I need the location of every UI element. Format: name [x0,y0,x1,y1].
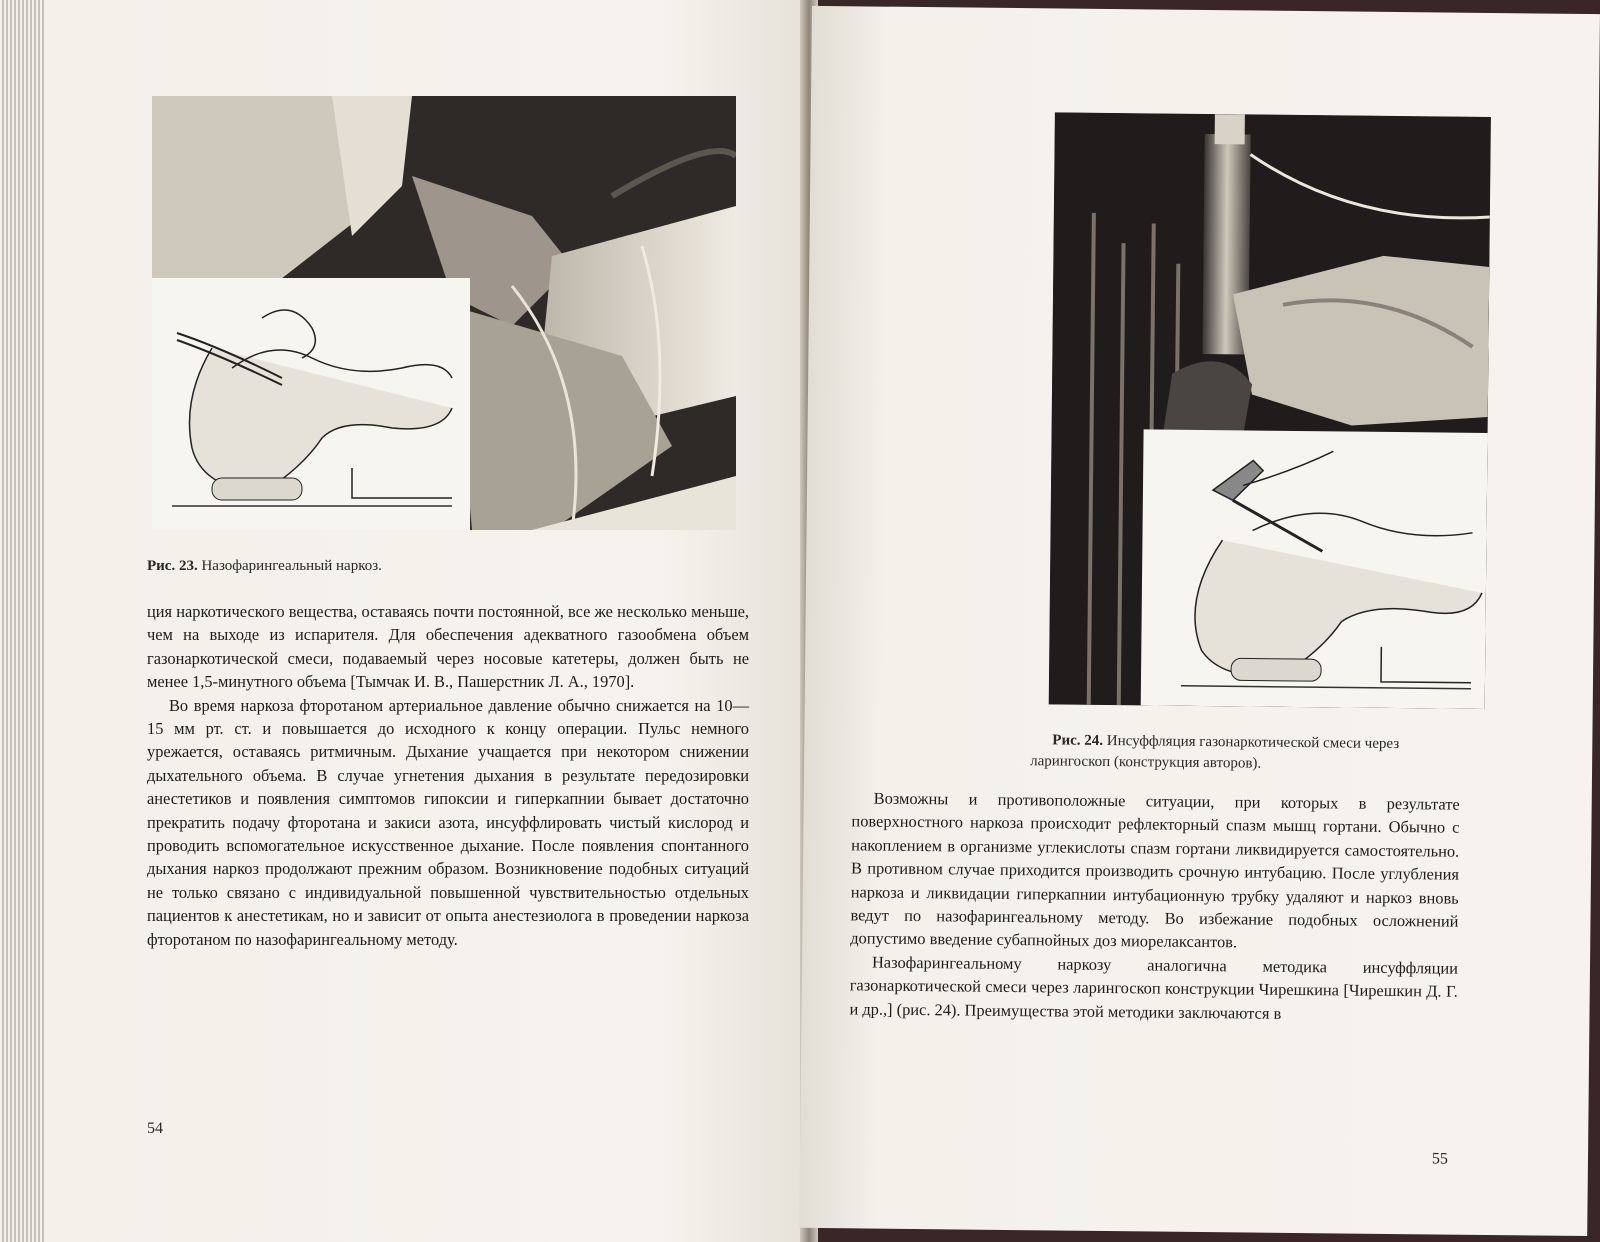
left-page-body [147,600,749,951]
page-number-left: 54 [147,1120,163,1137]
right-page [799,6,1600,1236]
right-paragraph-2: Назофарингеальному наркозу аналогична методика инсуффляции газонаркотической смеси через ларингоскоп конструкции Чирешкина [Чирешкин Д. Г. и др.,] (рис. 24). Преимущества этой методики заключаются в [849,952,1459,1023]
left-paragraph-1: ция наркотического вещества, оставаясь почти постоянной, все же несколько меньше, чем на выходе из испарителя. Для обеспечения адекватного газообмена объем газонаркотической смеси, подаваемый через носовые катетеры, должен быть не менее 1,5-минутного объема [Тымчак И. В., Пашерстник Л. А., 1970]. [147,602,749,692]
figure-24-airway-diagram [1141,429,1488,709]
page-number-right: 55 [1431,1150,1449,1168]
figure-24-caption-text: Инсуффляция газонаркотической смеси через ларингоскоп (конструкция авторов). [1030,733,1400,772]
figure-23-airway-diagram [152,278,470,530]
figure-23-caption [147,556,707,577]
figure-23-photo [152,96,736,530]
figure-23-caption-text: Назофарингеальный наркоз. [201,558,382,574]
figure-24-number: Рис. 24. [1052,732,1104,749]
figure-23-number: Рис. 23. [147,558,198,574]
figure-23-inset-drawing [152,278,470,530]
figure-24-inset-drawing [1141,429,1488,709]
right-page-body [849,786,1459,1026]
left-paragraph-2: Во время наркоза фторотаном артериальное давление обычно снижается на 10—15 мм рт. ст. и повышается до исходного к концу операции. Пульс немного урежается, оставаясь ритмичным. Дыхание учащается при некотором снижении дыхательного объема. В случае угнетения дыхания в результате передозировки анестетиков и появления симптомов гипоксии и гиперкапнии бывает достаточно прекратить подачу фторотана и закиси азота, инсуффлировать чистый кислород и проводить вспомогательное искусственное дыхание. После появления спонтанного дыхания наркоз продолжают прежним образом. Возникновение подобных ситуаций не только связано с индивидуальной повышенной чувствительностью отдельных пациентов к анестетикам, но и зависит от опыта анестезиолога в проведении наркоза фторотаном по назофарингеальному методу. [147,695,749,949]
right-paragraph-1: Возможны и противоположные ситуации, при которых в результате поверхностного наркоза происходит рефлекторный спазм мышц гортани. Обычно с накоплением в организме углекислоты спазм гортани ликвидируется самостоятельно. В противном случае приходится производить срочную интубацию. После углубления наркоза и ликвидации гиперкапнии интубационную трубку удаляют и наркоз вновь ведут по назофарингеальному методу. Во избежание подобных осложнений допустимо введение субапнойных доз миорелаксантов. [850,788,1460,952]
left-page [44,0,810,1242]
figure-24-caption [1030,730,1470,777]
figure-24-photo [1049,112,1491,709]
page-edges [0,0,44,1242]
